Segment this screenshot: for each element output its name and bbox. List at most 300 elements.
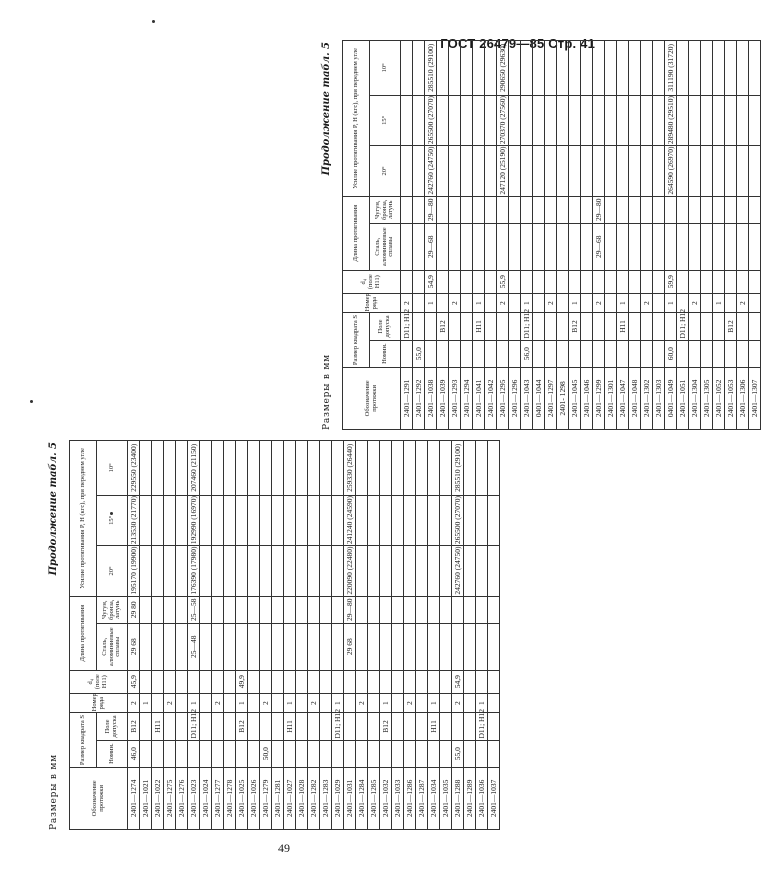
tolerance-cell (344, 713, 356, 740)
tolerance-cell (320, 713, 332, 740)
force-20-cell (617, 146, 629, 197)
force-10-cell (449, 41, 461, 96)
force-15-cell (701, 95, 713, 146)
force-10-cell (236, 441, 248, 496)
steel-length-cell (473, 223, 485, 270)
force-15-cell (437, 95, 449, 146)
force-10-cell (380, 441, 392, 496)
d4-cell (164, 670, 176, 693)
steel-length-cell (545, 223, 557, 270)
table-row (452, 441, 464, 830)
table-row (545, 41, 557, 430)
steel-length-cell (236, 623, 248, 670)
row-number-cell (464, 693, 476, 712)
force-20-cell (200, 546, 212, 597)
table-row (284, 441, 296, 830)
force-20-cell (320, 546, 332, 597)
steel-length-cell (605, 223, 617, 270)
table-row (176, 441, 188, 830)
force-10-cell (401, 41, 413, 96)
table-row (473, 41, 485, 430)
tolerance-cell (449, 313, 461, 340)
designation-cell: 2401—1289 (464, 767, 476, 829)
iron-length-cell (452, 596, 464, 623)
designation-cell: 2401—1282 (308, 767, 320, 829)
table-row (416, 441, 428, 830)
table-row (653, 41, 665, 430)
force-20-cell: 242760 (24750) (453, 546, 462, 595)
force-15-cell: 192990 (16970) (189, 495, 198, 545)
force-15-cell: 289480 (29510) (666, 95, 675, 145)
table-row (392, 441, 404, 830)
nominal-cell (416, 740, 428, 767)
force-20-cell (521, 146, 533, 197)
nominal-cell (449, 340, 461, 367)
nominal-cell (677, 340, 689, 367)
steel-length-cell (413, 223, 425, 270)
tolerance-cell (212, 713, 224, 740)
d4-cell (200, 670, 212, 693)
designation-cell: 2401—1034 (428, 767, 440, 829)
tolerance-cell (545, 313, 557, 340)
nominal-cell: 55,0 (413, 340, 425, 367)
steel-length-cell (200, 623, 212, 670)
force-10-cell (473, 41, 485, 96)
row-number-cell (725, 293, 737, 312)
designation-cell: 2401—1295 (497, 367, 509, 429)
table-row (509, 41, 521, 430)
nominal-cell: 60,0 (665, 340, 677, 367)
angle-10-header: 10° (97, 441, 128, 496)
d4-cell (677, 270, 689, 293)
iron-length-cell (713, 196, 725, 223)
iron-length-cell (296, 596, 308, 623)
d4-cell (320, 670, 332, 693)
force-10-cell (152, 441, 164, 496)
steel-length-cell (320, 623, 332, 670)
steel-length-cell (248, 623, 260, 670)
nominal-cell (641, 340, 653, 367)
iron-length-cell (473, 196, 485, 223)
angle-20-header: 20° (97, 546, 128, 597)
nominal-cell (404, 740, 416, 767)
tolerance-cell (356, 713, 368, 740)
tolerance-cell (461, 313, 473, 340)
force-20-cell (368, 546, 380, 597)
table-row (140, 441, 152, 830)
force-10-cell (404, 441, 416, 496)
force-10-cell (437, 41, 449, 96)
designation-cell: 2401—1047 (617, 367, 629, 429)
row-number-cell (557, 293, 569, 312)
designation-cell: 2401—1276 (176, 767, 188, 829)
table-row (713, 41, 725, 430)
force-15-cell (404, 495, 416, 546)
designation-cell: 2401—1299 (593, 367, 605, 429)
designation-cell: 2401—1274 (128, 767, 140, 829)
table-row (605, 41, 617, 430)
table-row (557, 41, 569, 430)
tolerance-cell (641, 313, 653, 340)
force-10-cell (272, 441, 284, 496)
force-10-cell (428, 441, 440, 496)
steel-length-cell (401, 223, 413, 270)
continuation-caption: Продолжение табл. 5 (321, 42, 332, 176)
force-20-cell (485, 146, 497, 197)
d4-cell (152, 670, 164, 693)
force-20-cell (413, 146, 425, 197)
tolerance-cell: B12 (437, 313, 449, 340)
force-15-cell (260, 495, 272, 546)
force-15-cell (473, 95, 485, 146)
row-number-cell: 1 (665, 293, 677, 312)
designation-cell: 2401—1028 (296, 767, 308, 829)
steel-length-cell (737, 223, 749, 270)
force-20-cell (509, 146, 521, 197)
nominal-cell (188, 740, 200, 767)
table-row (521, 41, 533, 430)
force-20-cell (677, 146, 689, 197)
iron-length-cell (449, 196, 461, 223)
row-number-cell (440, 693, 452, 712)
force-10-cell (176, 441, 188, 496)
iron-length-cell (701, 196, 713, 223)
tolerance-cell (497, 313, 509, 340)
d4-cell (641, 270, 653, 293)
force-15-cell: 213530 (21770) (129, 495, 138, 545)
force-10-cell (581, 41, 593, 96)
d4-cell (413, 270, 425, 293)
force-20-cell (248, 546, 260, 597)
d4-cell (188, 670, 200, 693)
designation-cell: 2401—1031 (344, 767, 356, 829)
row-number-cell: 1 (521, 293, 533, 312)
force-10-cell (653, 41, 665, 96)
table-row (464, 441, 476, 830)
force-group-header: Усилие протягивания P, Н (кгс), при переднем угле (70, 441, 97, 597)
table-caption (45, 440, 69, 830)
tolerance-cell (200, 713, 212, 740)
force-10-cell (629, 41, 641, 96)
row-number-cell: 1 (188, 693, 200, 712)
d4-cell (401, 270, 413, 293)
d4-cell (488, 670, 500, 693)
steel-length-cell (440, 623, 452, 670)
designation-cell: 2401—1307 (749, 367, 761, 429)
tolerance-header: Поле допуска (370, 313, 401, 340)
force-10-cell (416, 441, 428, 496)
row-number-cell: 2 (593, 293, 605, 312)
right-table-block (318, 40, 759, 430)
length-group-header: Длина протягивания (343, 196, 370, 270)
force-10-cell (749, 41, 761, 96)
tolerance-cell (416, 713, 428, 740)
steel-length-cell (476, 623, 488, 670)
d4-cell (296, 670, 308, 693)
dimensions-caption: Размеры в мм (322, 354, 332, 430)
force-15-cell (296, 495, 308, 546)
iron-length-cell (164, 596, 176, 623)
designation-cell: 2401—1038 (425, 367, 437, 429)
iron-length-cell (320, 596, 332, 623)
table-row (701, 41, 713, 430)
designation-cell: 2401—1297 (545, 367, 557, 429)
steel-length-cell (701, 223, 713, 270)
iron-length-cell (440, 596, 452, 623)
tolerance-cell (404, 713, 416, 740)
force-10-cell (593, 41, 605, 96)
iron-length-cell (332, 596, 344, 623)
iron-length-cell (176, 596, 188, 623)
row-number-cell: 2 (308, 693, 320, 712)
tolerance-cell (653, 313, 665, 340)
force-15-cell (428, 495, 440, 546)
angle-10-header: 10° (370, 41, 401, 96)
force-15-cell (677, 95, 689, 146)
angle-15-header: 15° (370, 95, 401, 146)
force-10-cell (260, 441, 272, 496)
force-10-cell (464, 441, 476, 496)
force-10-cell (701, 41, 713, 96)
row-number-cell (488, 693, 500, 712)
tolerance-cell: H11 (428, 713, 440, 740)
force-20-cell (488, 546, 500, 597)
tolerance-cell (737, 313, 749, 340)
d4-cell (593, 270, 605, 293)
designation-cell: 2401—1287 (416, 767, 428, 829)
force-15-cell: 265500 (27070) (426, 95, 435, 145)
d4-cell (248, 670, 260, 693)
table-row (593, 41, 605, 430)
d4-cell (533, 270, 545, 293)
table-row (404, 441, 416, 830)
designation-cell: 2401—1032 (380, 767, 392, 829)
nominal-cell (440, 740, 452, 767)
steel-length-cell (356, 623, 368, 670)
force-20-cell (689, 146, 701, 197)
nominal-cell (428, 740, 440, 767)
d4-cell (509, 270, 521, 293)
continuation-caption: Продолжение табл. 5 (48, 442, 59, 576)
row-number-cell (272, 693, 284, 712)
scan-speck (30, 400, 33, 403)
tolerance-cell: H11 (617, 313, 629, 340)
iron-length-cell (737, 196, 749, 223)
iron-length-cell (677, 196, 689, 223)
nominal-cell (332, 740, 344, 767)
tolerance-cell (140, 713, 152, 740)
nominal-cell (737, 340, 749, 367)
iron-length-cell (356, 596, 368, 623)
d4-cell (440, 670, 452, 693)
force-15-cell (617, 95, 629, 146)
tolerance-cell: H11 (473, 313, 485, 340)
iron-length-cell (629, 196, 641, 223)
d4-cell (689, 270, 701, 293)
steel-header: Сталь, алюминиевые сплавы (97, 623, 128, 670)
steel-length-cell: 29 68 (344, 623, 356, 670)
row-number-cell: 1 (569, 293, 581, 312)
iron-length-cell (236, 596, 248, 623)
tolerance-cell: D11; H12 (333, 709, 342, 739)
force-10-cell (248, 441, 260, 496)
force-15-cell (569, 95, 581, 146)
steel-length-cell (617, 223, 629, 270)
force-20-cell: 176390 (17980) (189, 546, 198, 595)
table-row (665, 41, 677, 430)
table-row (260, 441, 272, 830)
force-15-cell (416, 495, 428, 546)
nominal-cell (200, 740, 212, 767)
iron-length-cell (308, 596, 320, 623)
force-20-cell: 220090 (22480) (345, 546, 354, 595)
designation-cell: 2401—1279 (260, 767, 272, 829)
designation-cell: 2401—1022 (152, 767, 164, 829)
designation-cell: 0401—1044 (533, 367, 545, 429)
steel-length-cell (332, 623, 344, 670)
force-20-cell (296, 546, 308, 597)
iron-length-cell (545, 196, 557, 223)
tolerance-cell (485, 313, 497, 340)
row-number-cell: 2 (212, 693, 224, 712)
d4-cell (473, 270, 485, 293)
row-number-header: Номер ряда (70, 693, 128, 712)
steel-length-cell (485, 223, 497, 270)
designation-cell: 2401—1302 (641, 367, 653, 429)
force-10-cell (557, 41, 569, 96)
nominal-cell (461, 340, 473, 367)
steel-length-cell: 29—68 (593, 223, 605, 270)
force-15-cell (320, 495, 332, 546)
table-row (164, 441, 176, 830)
steel-length-cell (749, 223, 761, 270)
table-row (749, 41, 761, 430)
iron-length-cell: 29—80 (425, 196, 437, 223)
steel-length-cell (497, 223, 509, 270)
iron-length-cell (533, 196, 545, 223)
designation-cell: 2401—1037 (488, 767, 500, 829)
table-row (629, 41, 641, 430)
d4-cell (392, 670, 404, 693)
steel-length-cell (452, 623, 464, 670)
force-15-cell (461, 95, 473, 146)
nominal-cell (272, 740, 284, 767)
steel-length-cell (461, 223, 473, 270)
designation-cell: 2401—1023 (188, 767, 200, 829)
force-10-cell (200, 441, 212, 496)
nominal-cell (701, 340, 713, 367)
table-row (356, 441, 368, 830)
force-15-cell (737, 95, 749, 146)
designation-header: Обозначение протяжки (343, 367, 401, 429)
tolerance-cell (509, 313, 521, 340)
iron-length-cell (380, 596, 392, 623)
table-row (212, 441, 224, 830)
table-row (152, 441, 164, 830)
row-number-cell (248, 693, 260, 712)
force-20-cell (533, 146, 545, 197)
scan-speck (152, 20, 155, 23)
iron-length-cell (476, 596, 488, 623)
iron-length-cell (200, 596, 212, 623)
table-row (617, 41, 629, 430)
nominal-cell (140, 740, 152, 767)
row-number-cell (629, 293, 641, 312)
d4-cell (557, 270, 569, 293)
designation-cell: 2401—1041 (473, 367, 485, 429)
table-caption (318, 40, 342, 430)
table-row (413, 41, 425, 430)
force-20-cell (581, 146, 593, 197)
d4-cell (569, 270, 581, 293)
nominal-cell (392, 740, 404, 767)
force-20-cell (461, 146, 473, 197)
steel-length-cell (380, 623, 392, 670)
nominal-cell (236, 740, 248, 767)
force-10-cell (212, 441, 224, 496)
force-10-cell (725, 41, 737, 96)
steel-length-cell (665, 223, 677, 270)
iron-length-cell (641, 196, 653, 223)
row-number-cell: 2 (164, 693, 176, 712)
force-10-cell (461, 41, 473, 96)
force-10-cell (677, 41, 689, 96)
table-row (689, 41, 701, 430)
force-20-cell (605, 146, 617, 197)
iron-length-cell (749, 196, 761, 223)
table-row (425, 41, 437, 430)
force-15-cell (629, 95, 641, 146)
steel-length-cell (308, 623, 320, 670)
designation-cell: 2401—1036 (476, 767, 488, 829)
force-10-cell: 259330 (26440) (344, 441, 356, 496)
force-10-cell (140, 441, 152, 496)
length-group-header: Длина протягивания (70, 596, 97, 670)
designation-cell: 2401—1052 (713, 367, 725, 429)
tolerance-cell (425, 313, 437, 340)
designation-cell: 2401—1285 (368, 767, 380, 829)
designation-header: Обозначение протяжки (70, 767, 128, 829)
d4-cell (416, 670, 428, 693)
force-10-cell (641, 41, 653, 96)
force-10-cell (533, 41, 545, 96)
force-20-cell (356, 546, 368, 597)
force-20-cell: 264590 (26970) (666, 146, 675, 195)
steel-length-cell (428, 623, 440, 670)
force-10-cell (488, 441, 500, 496)
tolerance-cell (713, 313, 725, 340)
force-20-cell (449, 146, 461, 197)
nominal-cell (437, 340, 449, 367)
designation-cell: 2401—1043 (521, 367, 533, 429)
force-20-cell: 195170 (19900) (129, 546, 138, 595)
designation-cell: 2401—1024 (200, 767, 212, 829)
d4-cell (725, 270, 737, 293)
row-number-cell (320, 693, 332, 712)
iron-length-cell (413, 196, 425, 223)
designation-cell: 2401—1283 (320, 767, 332, 829)
tolerance-cell (413, 313, 425, 340)
row-number-cell (152, 693, 164, 712)
left-table-block (45, 440, 498, 830)
d4-cell (545, 270, 557, 293)
force-15-cell: 265500 (27070) (453, 495, 462, 545)
iron-length-cell (284, 596, 296, 623)
steel-length-cell (152, 623, 164, 670)
force-20-cell (569, 146, 581, 197)
d4-cell: 54,9 (425, 270, 437, 293)
force-15-cell (485, 95, 497, 146)
